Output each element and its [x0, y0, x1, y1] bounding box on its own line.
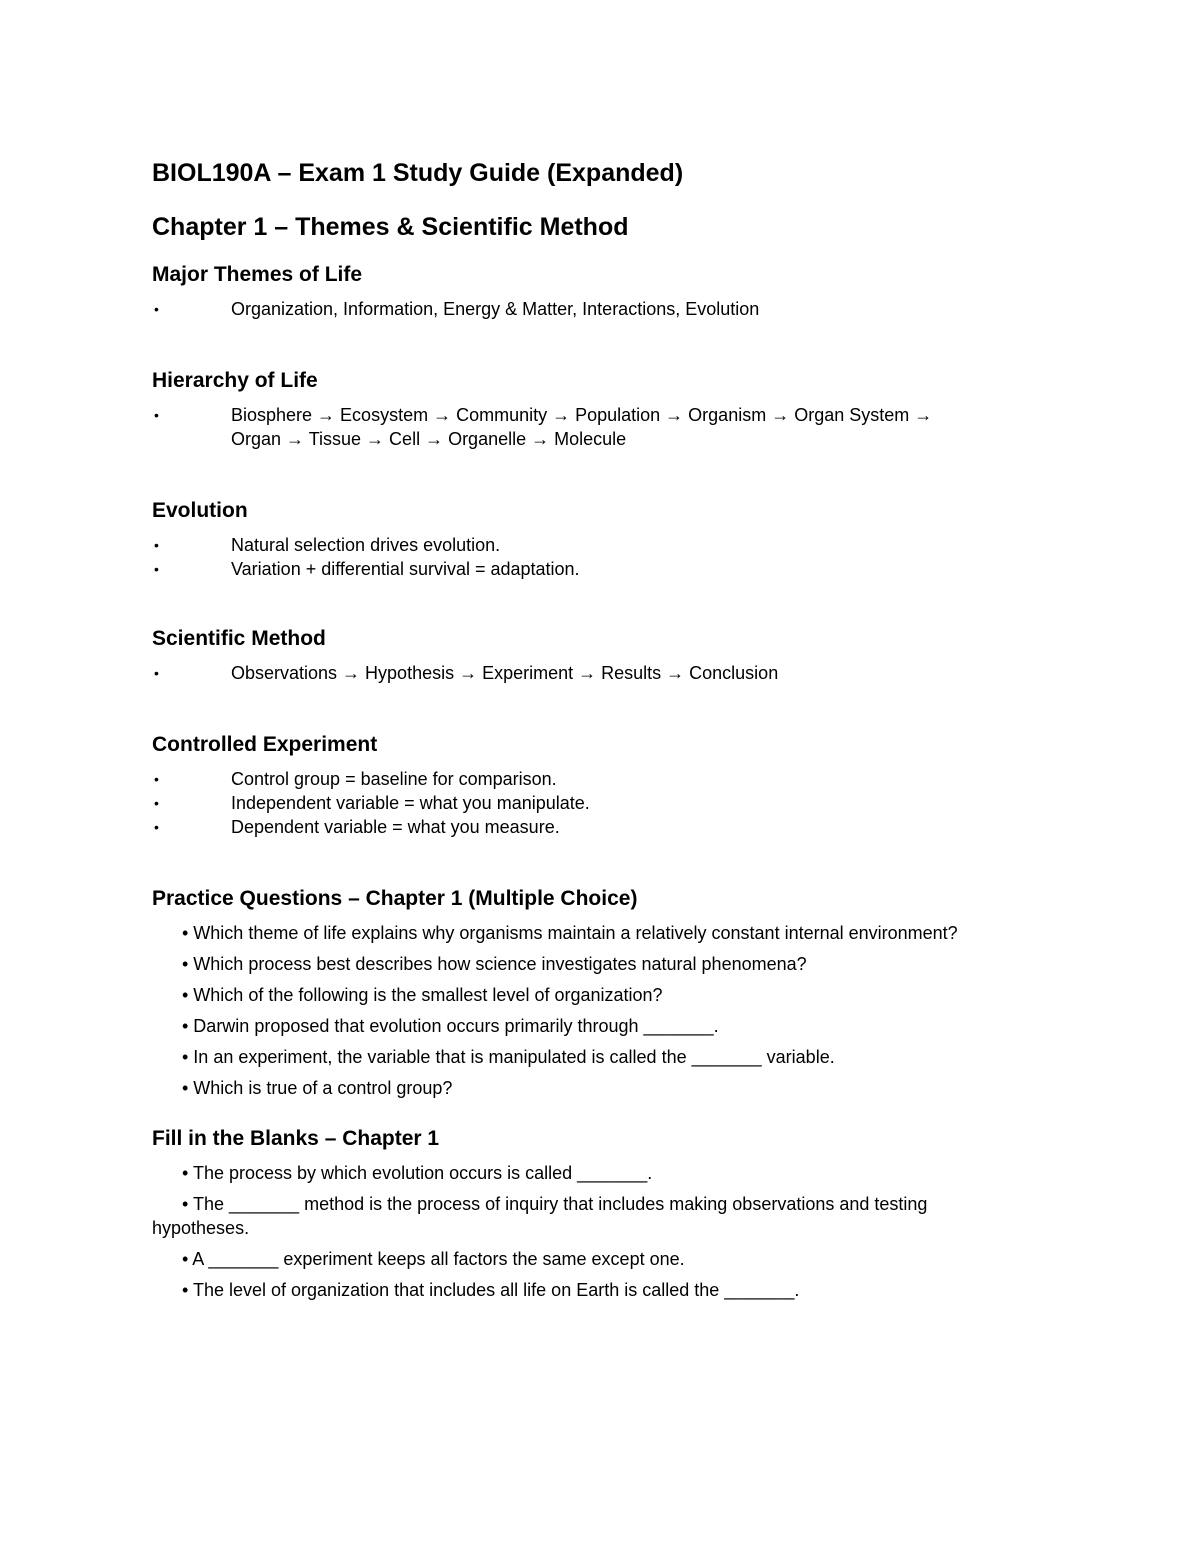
bullet-icon: •	[154, 795, 159, 811]
blank-item-continuation: hypotheses.	[152, 1218, 250, 1238]
section-heading: Fill in the Blanks – Chapter 1	[152, 1127, 440, 1150]
bullet-icon: •	[154, 665, 159, 681]
section-heading: Practice Questions – Chapter 1 (Multiple Choice)	[152, 887, 638, 910]
bullet-list	[152, 533, 1042, 581]
section-heading: Evolution	[152, 499, 248, 522]
list-item: • Biosphere → Ecosystem → Community → Population → Organism → Organ System → Organ → Tissue → Cell → Organelle → Molecule	[154, 405, 933, 449]
question-item: • In an experiment, the variable that is manipulated is called the _______ variable.	[182, 1047, 835, 1067]
question-item: • Darwin proposed that evolution occurs primarily through _______.	[182, 1016, 719, 1036]
list-item: • Control group = baseline for comparison.	[154, 769, 557, 789]
question-item: • Which of the following is the smallest level of organization?	[182, 985, 663, 1005]
question-item: • Which is true of a control group?	[182, 1078, 453, 1098]
bullet-list	[152, 297, 1042, 321]
blank-item: • A _______ experiment keeps all factors the same except one.	[182, 1249, 685, 1269]
section-scientific-method	[152, 624, 1042, 685]
blank-item: • The level of organization that includes all life on Earth is called the _______.	[182, 1280, 800, 1300]
section-heading: Hierarchy of Life	[152, 369, 318, 392]
section-heading: Scientific Method	[152, 627, 326, 650]
blank-list	[152, 1161, 1042, 1302]
bullet-list	[152, 661, 1042, 685]
question-item: • Which process best describes how science investigates natural phenomena?	[182, 954, 807, 974]
section-practice-questions	[152, 884, 1042, 1107]
bullet-icon: •	[154, 537, 159, 553]
section-heading: Controlled Experiment	[152, 733, 378, 756]
bullet-list	[152, 403, 1042, 451]
bullet-icon: •	[154, 301, 159, 317]
list-item: • Observations → Hypothesis → Experiment → Results → Conclusion	[154, 663, 779, 683]
section-controlled-experiment	[152, 730, 1042, 839]
section-major-themes	[152, 260, 1042, 321]
chapter-heading: Chapter 1 – Themes & Scientific Method	[152, 213, 629, 241]
bullet-icon: •	[154, 771, 159, 787]
bullet-icon: •	[154, 561, 159, 577]
section-evolution	[152, 496, 1042, 581]
bullet-icon: •	[154, 407, 159, 423]
question-item: • Which theme of life explains why organisms maintain a relatively constant internal environment?	[182, 923, 958, 943]
list-item: • Dependent variable = what you measure.	[154, 817, 560, 837]
bullet-list	[152, 767, 1042, 839]
list-item: • Independent variable = what you manipulate.	[154, 793, 590, 813]
blank-item: • The _______ method is the process of inquiry that includes making observations and testing	[182, 1194, 928, 1214]
list-item: • Organization, Information, Energy & Matter, Interactions, Evolution	[154, 299, 760, 319]
list-item: • Variation + differential survival = adaptation.	[154, 559, 580, 579]
chapter-heading-block	[152, 204, 1042, 250]
document-title	[152, 150, 1042, 196]
list-item: • Natural selection drives evolution.	[154, 535, 501, 555]
bullet-icon: •	[154, 819, 159, 835]
section-fill-blanks	[152, 1124, 1042, 1309]
question-list	[152, 921, 1042, 1100]
section-heading: Major Themes of Life	[152, 263, 363, 286]
page-title: BIOL190A – Exam 1 Study Guide (Expanded)	[152, 159, 684, 187]
blank-item: • The process by which evolution occurs is called _______.	[182, 1163, 653, 1183]
section-hierarchy	[152, 366, 1042, 451]
